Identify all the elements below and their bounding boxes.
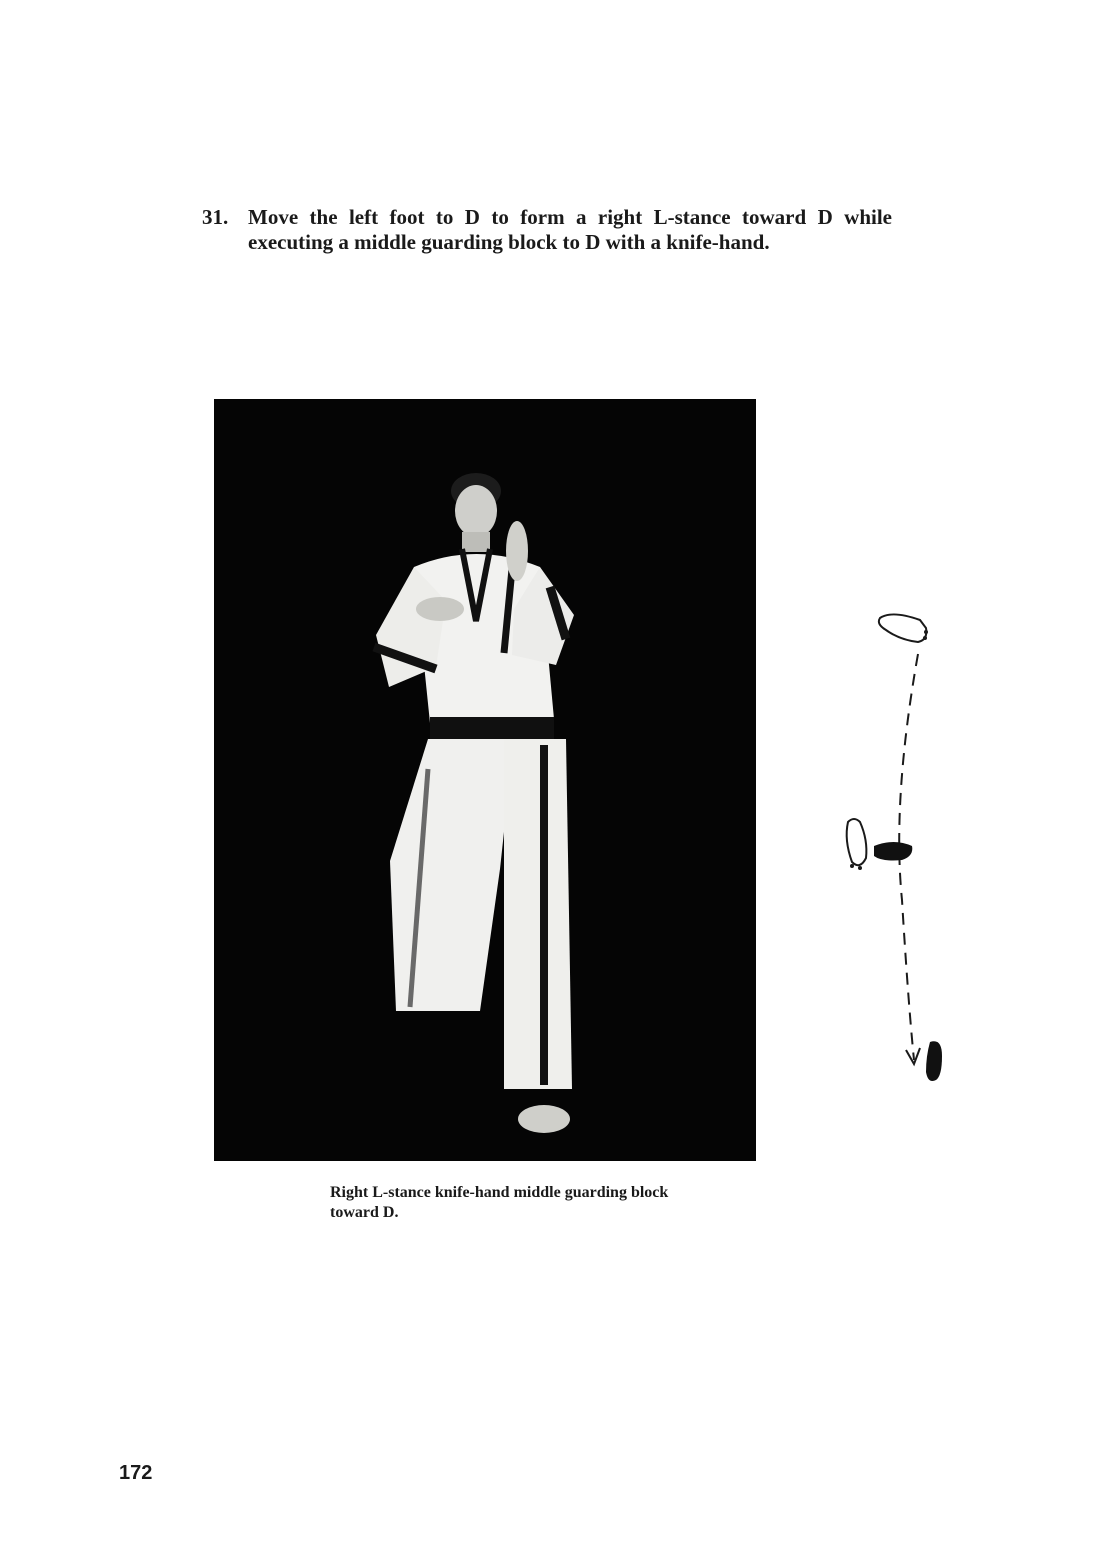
left-foot-solid-icon: [874, 842, 912, 861]
step-number: 31.: [202, 205, 229, 229]
right-foot-solid-icon: [926, 1041, 942, 1081]
photo-caption: Right L-stance knife-hand middle guarding block toward D.: [330, 1184, 669, 1221]
photo-figure: [214, 399, 756, 1161]
page-number: 172: [119, 1462, 153, 1484]
instruction-paragraph: [202, 205, 892, 255]
left-foot-outline-icon: [879, 614, 928, 642]
right-foot-outline-icon: [847, 819, 867, 870]
martial-artist-photo: [214, 399, 756, 1161]
footstep-diagram: [830, 600, 960, 1100]
step-text: Move the left foot to D to form a right L-stance toward D while executing a middle guarding block to D with a knife-hand.: [248, 205, 892, 254]
